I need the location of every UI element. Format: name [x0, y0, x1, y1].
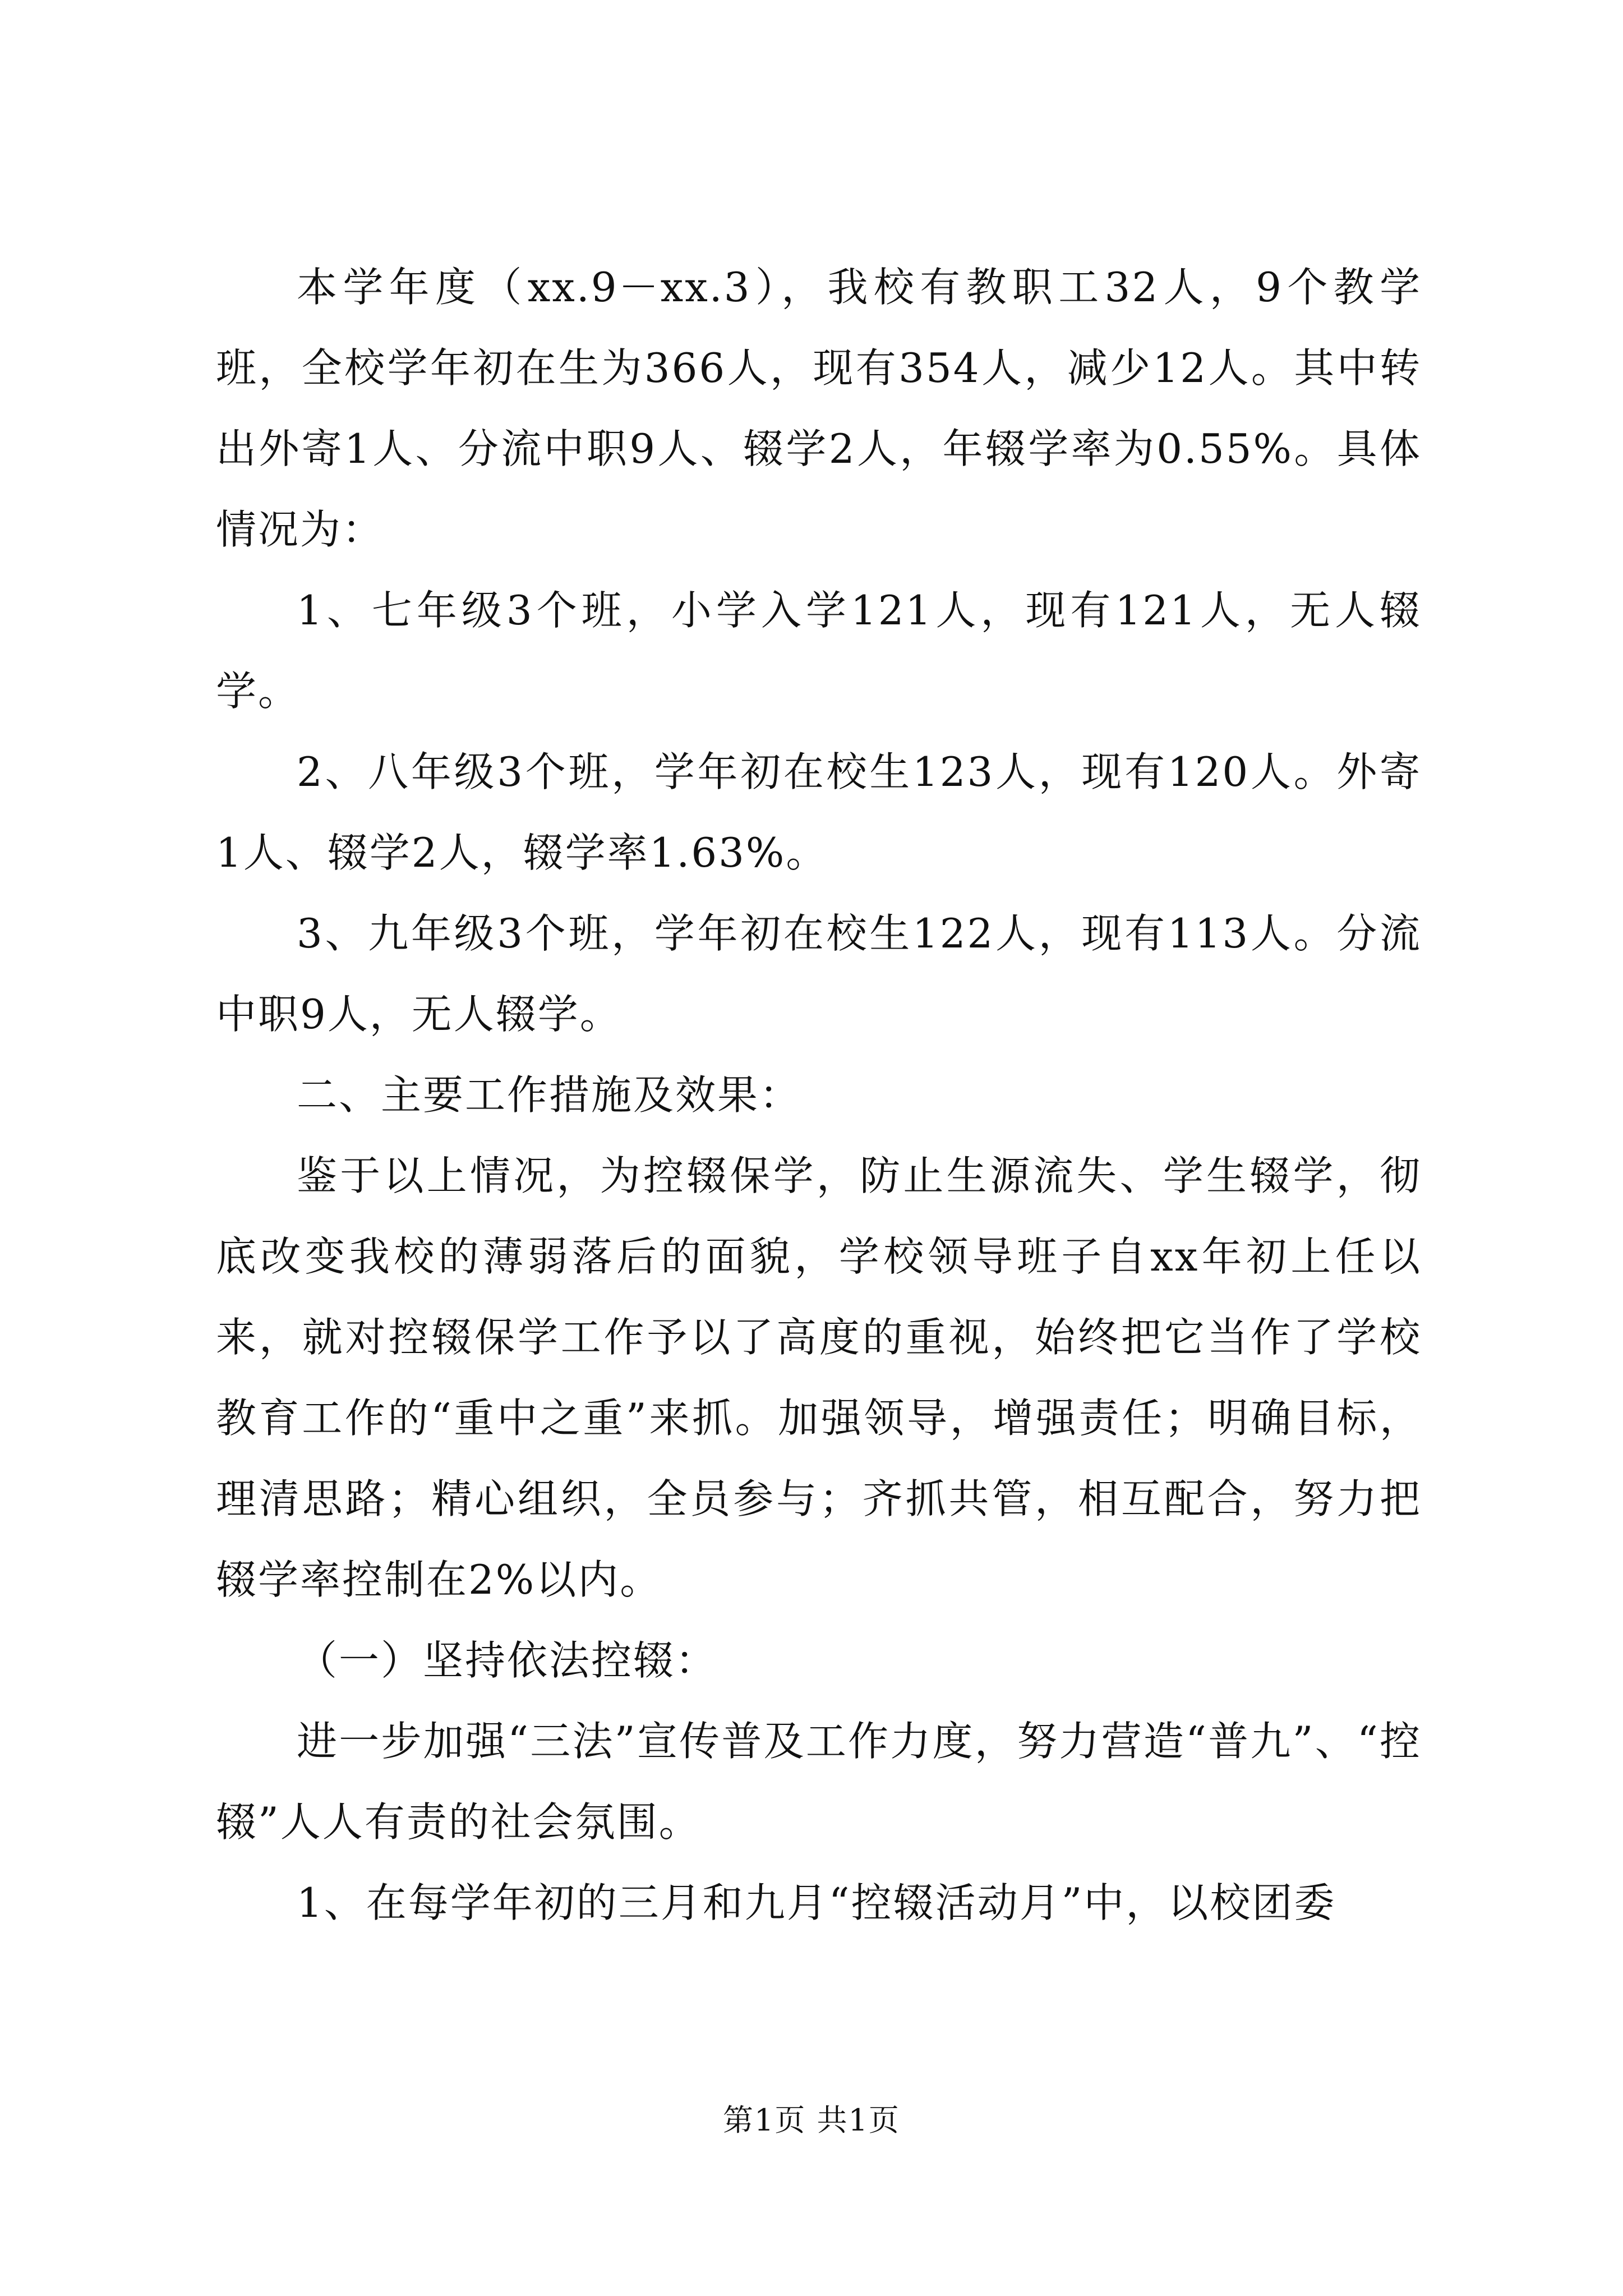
subsection-heading-law: （一）坚持依法控辍： [297, 1637, 718, 1684]
paragraph-overview: 本学年度（xx.9－xx.3），我校有教职工32人，9个教学班，全校学年初在生为366人，现有354人，减少12人。其中转出外寄1人、分流中职9人、辍学2人，年辍学率为0.55%。具体情况为： [216, 264, 1422, 553]
document-body [216, 247, 1422, 1943]
paragraph-grade-7: 1、七年级3个班，小学入学121人，现有121人，无人辍学。 [216, 587, 1422, 715]
section-heading-measures: 二、主要工作措施及效果： [297, 1071, 802, 1119]
paragraph-activity-month: 1、在每学年初的三月和九月“控辍活动月”中，以校团委 [297, 1879, 1336, 1926]
paragraph-law-promotion: 进一步加强“三法”宣传普及工作力度，努力营造“普九”、“控辍”人人有责的社会氛围。 [216, 1718, 1422, 1846]
paragraph-grade-9: 3、九年级3个班，学年初在校生122人，现有113人。分流中职9人，无人辍学。 [216, 910, 1422, 1038]
page-footer: 第1页 共1页 [723, 2102, 900, 2138]
paragraph-grade-8: 2、八年级3个班，学年初在校生123人，现有120人。外寄1人、辍学2人，辍学率1.63%。 [216, 748, 1422, 876]
paragraph-measures: 鉴于以上情况，为控辍保学，防止生源流失、学生辍学，彻底改变我校的薄弱落后的面貌，学校领导班子自xx年初上任以来，就对控辍保学工作予以了高度的重视，始终把它当作了学校教育工作的“重中之重”来抓。加强领导，增强责任；明确目标，理清思路；精心组织，全员参与；齐抓共管，相互配合，努力把辍学率控制在2%以内。 [216, 1152, 1422, 1603]
